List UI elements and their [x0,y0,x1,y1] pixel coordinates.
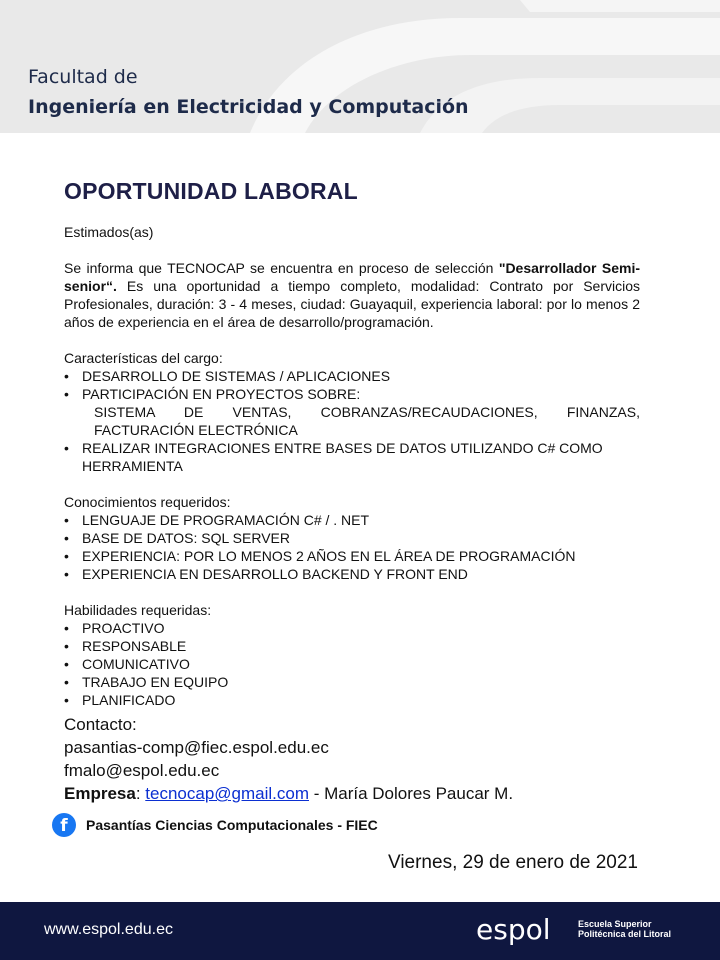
position-title: "Desarrollador Semi-senior“. [64,260,641,294]
habilidades-heading: Habilidades requeridas: [64,602,212,618]
list-item: • COMUNICATIVO [64,655,640,673]
company-line [64,782,664,805]
intro-text-1: Se informa que TECNOCAP se encuentra en proceso de selección [64,260,499,276]
faculty-name: Ingeniería en Electricidad y Computación [28,96,469,118]
contact-heading: Contacto: [64,715,137,734]
espol-tagline-2: Politécnica del Litoral [578,929,672,939]
list-item: • TRABAJO EN EQUIPO [64,673,640,691]
intro-paragraph [64,259,640,331]
caracteristicas-list-continued [64,439,640,475]
caracteristicas-heading: Características del cargo: [64,350,223,366]
espol-tagline [578,919,671,939]
list-item: • EXPERIENCIA: POR LO MENOS 2 AÑOS EN EL ÁREA DE PROGRAMACIÓN [64,547,640,565]
list-item: • EXPERIENCIA EN DESARROLLO BACKEND Y FRONT END [64,565,640,583]
contact-email-2[interactable]: fmalo@espol.edu.ec [64,761,220,780]
facebook-page-name: Pasantías Ciencias Computacionales - FIEC [86,817,378,833]
greeting: Estimados(as) [64,224,154,240]
website-link[interactable]: www.espol.edu.ec [44,921,173,938]
company-contact-person: - María Dolores Paucar M. [309,784,514,803]
list-item: • LENGUAJE DE PROGRAMACIÓN C# / . NET [64,511,640,529]
footer-bar [0,902,720,960]
list-item: • RESPONSABLE [64,637,640,655]
facebook-icon: f [52,813,76,837]
list-item: • PLANIFICADO [64,691,640,709]
posting-date: Viernes, 29 de enero de 2021 [387,852,638,873]
faculty-label: Facultad de [28,66,138,88]
espol-logo-icon [474,913,578,947]
projects-sub-line: SISTEMA DE VENTAS, COBRANZAS/RECAUDACIONES, FINANZAS, FACTURACIÓN ELECTRÓNICA [94,404,640,438]
header-banner [0,0,720,133]
conocimientos-heading: Conocimientos requeridos: [64,494,231,510]
list-item: • PROACTIVO [64,619,640,637]
intro-text-2: Es una oportunidad a tiempo completo, modalidad: Contrato por Servicios Profesionales, duración: 3 - 4 meses, ciudad: Guayaquil, experiencia laboral: por lo menos 2 años de experiencia en el área de desarrollo/programación. [64,278,640,330]
company-colon: : [135,784,146,803]
facebook-page-link[interactable] [52,813,378,837]
habilidades-list [64,619,640,709]
contact-email-1[interactable]: pasantias-comp@fiec.espol.edu.ec [64,738,329,757]
list-item: • PARTICIPACIÓN EN PROYECTOS SOBRE: [64,385,640,403]
espol-tagline-1: Escuela Superior [578,919,652,929]
contact-block [64,713,664,805]
list-item: • DESARROLLO DE SISTEMAS / APLICACIONES [64,367,640,385]
company-email-link[interactable]: tecnocap@gmail.com [145,784,309,803]
caracteristicas-list [64,367,640,403]
list-item: • REALIZAR INTEGRACIONES ENTRE BASES DE DATOS UTILIZANDO C# COMO HERRAMIENTA [64,439,640,475]
conocimientos-list [64,511,640,583]
list-item: • BASE DE DATOS: SQL SERVER [64,529,640,547]
page-title: OPORTUNIDAD LABORAL [64,178,358,204]
job-posting [64,178,640,709]
company-label: Empresa [64,784,136,803]
espol-logo-text: espol [476,913,551,946]
